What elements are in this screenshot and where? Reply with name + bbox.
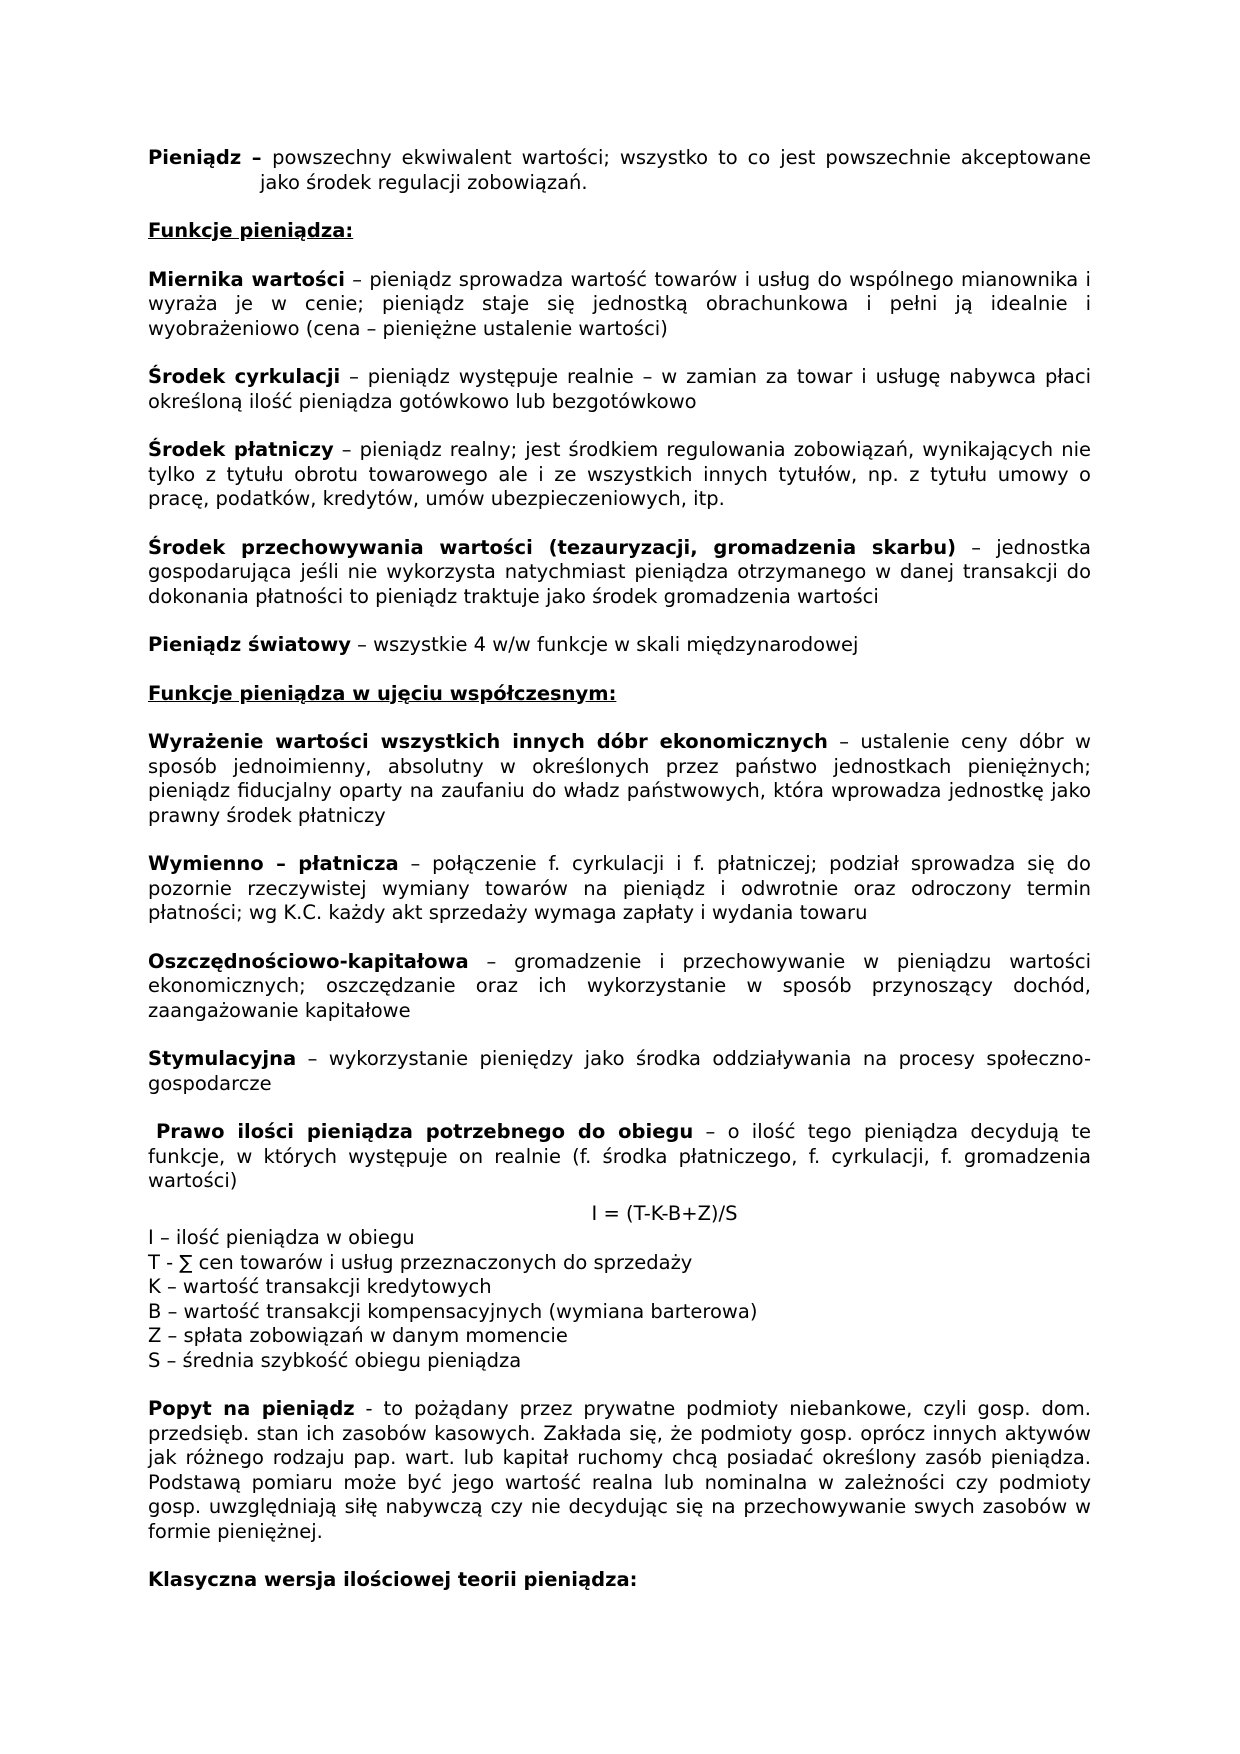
function-text: – połączenie f. cyrkulacji i f. płatniczej; podział sprowadza się do pozornie rzeczywistej wymiany towarów na pieniądz i odwrotnie oraz odroczony termin płatności; wg K.C. każdy akt sprzedaży wymaga zapłaty i wydania towaru bbox=[148, 852, 1091, 924]
legend-item: B – wartość transakcji kompensacyjnych (wymiana barterowa) bbox=[148, 1299, 758, 1323]
heading-classical-theory: Klasyczna wersja ilościowej teorii pieniądza: bbox=[148, 1568, 638, 1591]
legend-item: Z – spłata zobowiązań w danym momencie bbox=[148, 1324, 568, 1347]
function-term: Środek płatniczy bbox=[148, 438, 334, 461]
function-text: – wykorzystanie pieniędzy jako środka oddziaływania na procesy społeczno-gospodarcze bbox=[148, 1047, 1091, 1095]
document-page bbox=[148, 146, 1091, 1593]
legend-item: K – wartość transakcji kredytowych bbox=[148, 1275, 492, 1298]
modern-function-paragraph-stimulation bbox=[148, 1047, 1091, 1096]
heading-functions: Funkcje pieniądza: bbox=[148, 219, 354, 242]
function-paragraph-circulation bbox=[148, 365, 1091, 414]
function-paragraph-payment bbox=[148, 438, 1091, 512]
quantity-formula: I = (T-K-B+Z)/S bbox=[591, 1201, 738, 1225]
function-text: – pieniądz występuje realnie – w zamian za towar i usługę nabywca płaci określoną ilość pieniądza gotówkowo lub bezgotówkowo bbox=[148, 365, 1091, 413]
function-term: Środek przechowywania wartości (tezauryzacji, gromadzenia skarbu) bbox=[148, 535, 957, 559]
function-term: Środek cyrkulacji bbox=[148, 365, 341, 388]
demand-term: Popyt na pieniądz bbox=[148, 1397, 355, 1420]
function-paragraph-storage bbox=[148, 536, 1091, 610]
function-term: Miernika wartości bbox=[148, 267, 345, 291]
law-text: – o ilość tego pieniądza decydują te funkcje, w których występuje on realnie (f. środka płatniczego, f. cyrkulacji, f. gromadzenia wartości) bbox=[148, 1120, 1091, 1192]
legend-item: I – ilość pieniądza w obiegu bbox=[148, 1226, 415, 1249]
function-term: Pieniądz światowy bbox=[148, 633, 351, 656]
definition-paragraph bbox=[148, 146, 1091, 195]
function-text: – gromadzenie i przechowywanie w pieniądzu wartości ekonomicznych; oszczędzanie oraz ich wykorzystanie w sposób przynoszący dochód, zaangażowanie kapitałowe bbox=[148, 949, 1091, 1022]
law-term: Prawo ilości pieniądza potrzebnego do obiegu bbox=[156, 1120, 694, 1143]
function-text: – wszystkie 4 w/w funkcje w skali międzynarodowej bbox=[350, 633, 859, 656]
legend-item: S – średnia szybkość obiegu pieniądza bbox=[148, 1348, 522, 1372]
function-term: Wyrażenie wartości wszystkich innych dóbr ekonomicznych bbox=[148, 730, 828, 753]
legend-item: T - ∑ cen towarów i usług przeznaczonych do sprzedaży bbox=[148, 1250, 693, 1274]
demand-text: - to pożądany przez prywatne podmioty niebankowe, czyli gosp. dom. przedsięb. stan ich zasobów kasowych. Zakłada się, że podmioty gosp. oprócz innych aktywów jak różnego rodzaju pap. wart. lub kapitał ruchomy chcą posiadać określony zasób pieniądza. Podstawą pomiaru może być jego wartość realna lub nominalna w zależności czy podmioty gosp. uwzględniają siłę nabywczą czy nie decydując się na przechowywanie swych zasobów w formie pieniężnej. bbox=[148, 1397, 1091, 1543]
formula-legend bbox=[148, 1226, 1091, 1373]
function-paragraph-measure bbox=[148, 268, 1091, 342]
modern-function-paragraph-exchange bbox=[148, 852, 1091, 926]
function-term: Wymienno – płatnicza bbox=[148, 852, 399, 875]
function-paragraph-world bbox=[148, 633, 1091, 658]
function-text: – pieniądz realny; jest środkiem regulowania zobowiązań, wynikających nie tylko z tytułu obrotu towarowego ale i ze wszystkich innych tytułów, np. z tytułu umowy o pracę, podatków, kredytów, umów ubezpieczeniowych, itp. bbox=[148, 438, 1091, 510]
modern-function-paragraph-value bbox=[148, 730, 1091, 828]
demand-paragraph bbox=[148, 1397, 1091, 1544]
heading-modern-functions: Funkcje pieniądza w ujęciu współczesnym: bbox=[148, 681, 617, 705]
definition-text: powszechny ekwiwalent wartości; wszystko to co jest powszechnie akceptowane jako środek regulacji zobowiązań. bbox=[260, 146, 1091, 194]
function-term: Oszczędnościowo-kapitałowa bbox=[148, 949, 469, 973]
function-term: Stymulacyjna bbox=[148, 1047, 297, 1070]
modern-function-paragraph-savings bbox=[148, 950, 1091, 1024]
definition-separator: – bbox=[241, 146, 273, 169]
function-text: – pieniądz sprowadza wartość towarów i usług do wspólnego mianownika i wyraża je w cenie; pieniądz staje się jednostką obrachunkowa i pełni ją idealnie i wyobrażeniowo (cena – pieniężne ustalenie wartości) bbox=[148, 267, 1091, 340]
law-paragraph bbox=[148, 1120, 1091, 1194]
function-text: – jednostka gospodarująca jeśli nie wykorzysta natychmiast pieniądza otrzymanego w danej transakcji do dokonania płatności to pieniądz traktuje jako środek gromadzenia wartości bbox=[148, 535, 1091, 608]
definition-term: Pieniądz bbox=[148, 146, 242, 169]
function-text: – ustalenie ceny dóbr w sposób jednoimienny, absolutny w określonych przez państwo jednostkach pieniężnych; pieniądz fiducjalny oparty na zaufaniu do władz państwowych, która wprowadza jednostkę jako prawny środek płatniczy bbox=[148, 730, 1091, 827]
